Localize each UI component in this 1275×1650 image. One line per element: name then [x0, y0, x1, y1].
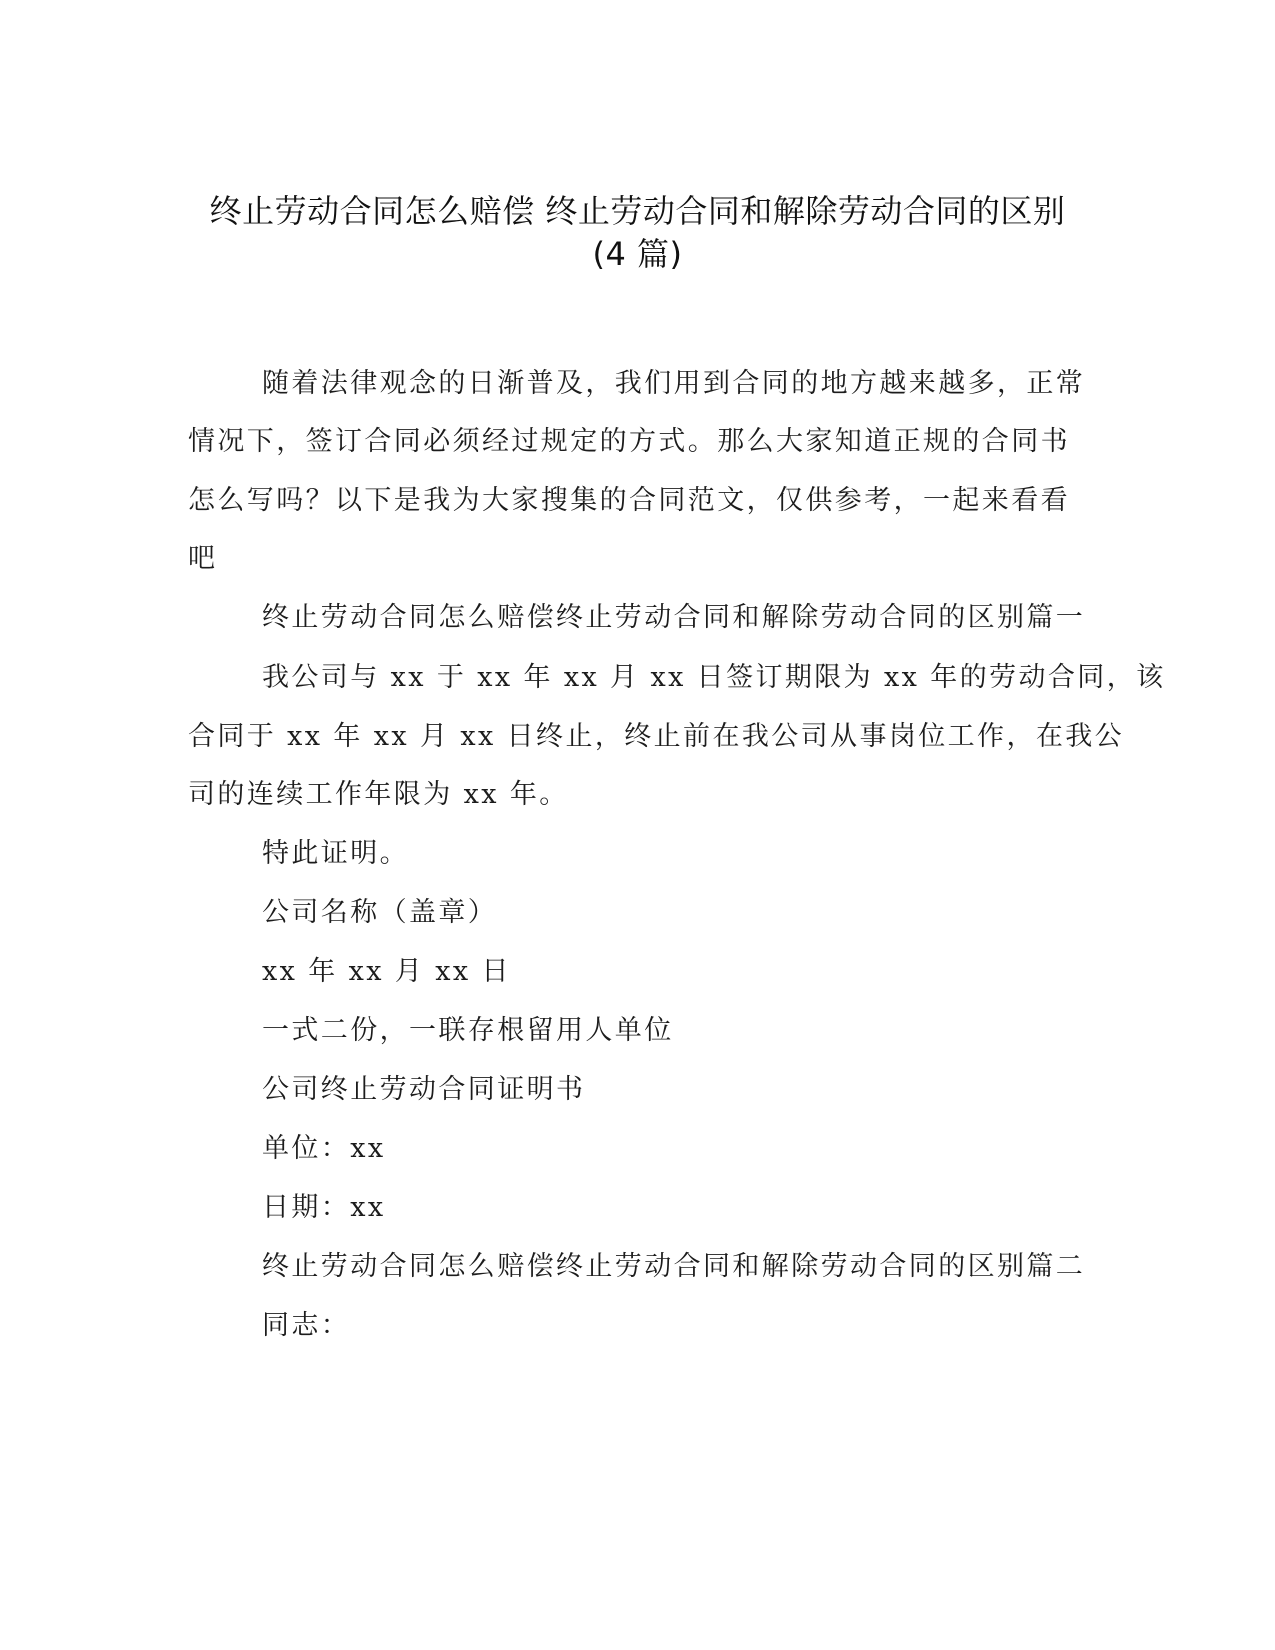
- date-field: 日期：xx: [262, 1192, 386, 1223]
- intro-paragraph-line-4: 吧: [188, 543, 218, 574]
- section-heading-2: 终止劳动合同怎么赔偿终止劳动合同和解除劳动合同的区别篇二: [262, 1251, 1086, 1282]
- salutation: 同志：: [262, 1310, 351, 1341]
- unit-field: 单位：xx: [262, 1133, 386, 1164]
- document-title: 终止劳动合同怎么赔偿 终止劳动合同和解除劳动合同的区别: [209, 192, 1066, 230]
- intro-paragraph-line-1: 随着法律观念的日渐普及，我们用到合同的地方越来越多，正常: [262, 368, 1086, 399]
- certify-line: 特此证明。: [262, 838, 409, 869]
- document-title-count: (4 篇): [592, 235, 683, 273]
- date-line: xx 年 xx 月 xx 日: [262, 956, 511, 987]
- proof-paragraph-line-1: 我公司与 xx 于 xx 年 xx 月 xx 日签订期限为 xx 年的劳动合同，该: [262, 662, 1166, 693]
- intro-paragraph-line-3: 怎么写吗？以下是我为大家搜集的合同范文，仅供参考，一起来看看: [188, 485, 1070, 516]
- proof-paragraph-line-3: 司的连续工作年限为 xx 年。: [188, 779, 569, 810]
- company-seal-line: 公司名称（盖章）: [262, 897, 498, 928]
- intro-paragraph-line-2: 情况下，签订合同必须经过规定的方式。那么大家知道正规的合同书: [188, 426, 1070, 457]
- copies-note: 一式二份，一联存根留用人单位: [262, 1015, 674, 1046]
- certificate-title: 公司终止劳动合同证明书: [262, 1074, 586, 1105]
- section-heading-1: 终止劳动合同怎么赔偿终止劳动合同和解除劳动合同的区别篇一: [262, 602, 1086, 633]
- proof-paragraph-line-2: 合同于 xx 年 xx 月 xx 日终止，终止前在我公司从事岗位工作，在我公: [188, 721, 1125, 752]
